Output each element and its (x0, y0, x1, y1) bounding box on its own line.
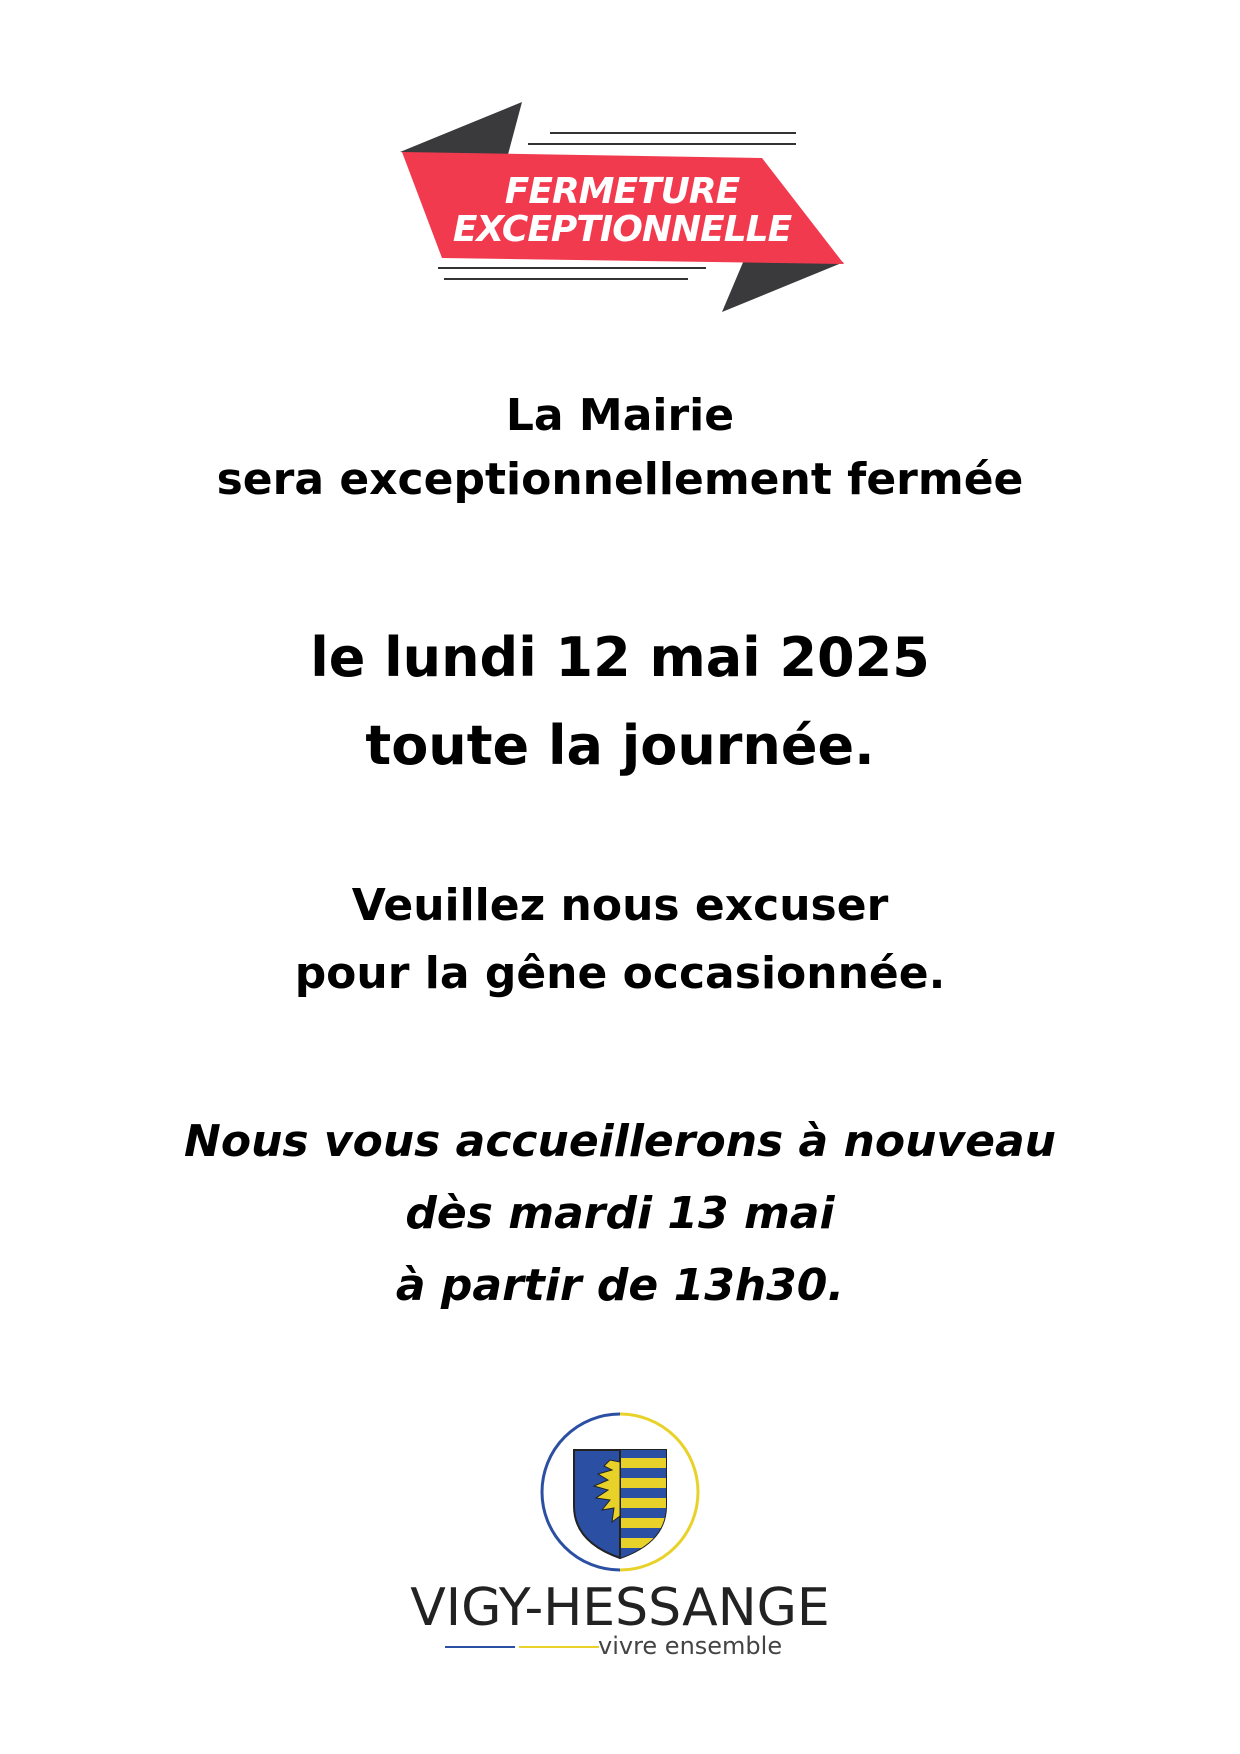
notice-date (0, 614, 1240, 790)
reopen-line: Nous vous accueillerons à nouveau (184, 1116, 1056, 1167)
underline-yellow (519, 1646, 599, 1648)
town-logo (0, 1410, 1240, 1660)
town-tagline: vivre ensemble (598, 1632, 783, 1660)
date-line: toute la journée. (365, 714, 875, 777)
underline-blue (445, 1646, 515, 1648)
apology-line: Veuillez nous excuser (351, 880, 889, 931)
reopen-line: à partir de 13h30. (395, 1260, 845, 1311)
notice-line: sera exceptionnellement fermée (216, 454, 1024, 505)
apology-line: pour la gêne occasionnée. (294, 948, 946, 999)
banner-title-line2: EXCEPTIONNELLE (452, 209, 792, 250)
coat-of-arms-icon (538, 1410, 702, 1574)
notice-reopening (0, 1106, 1240, 1322)
notice-apology (0, 872, 1240, 1008)
date-line: le lundi 12 mai 2025 (310, 626, 930, 689)
banner-title-line1: FERMETURE (504, 171, 740, 212)
closure-banner (398, 100, 846, 324)
notice-intro (0, 384, 1240, 512)
notice-line: La Mairie (505, 390, 735, 441)
town-name: VIGY-HESSANGE (410, 1578, 830, 1638)
ribbon-fold-right (722, 260, 844, 312)
reopen-line: dès mardi 13 mai (405, 1188, 835, 1239)
